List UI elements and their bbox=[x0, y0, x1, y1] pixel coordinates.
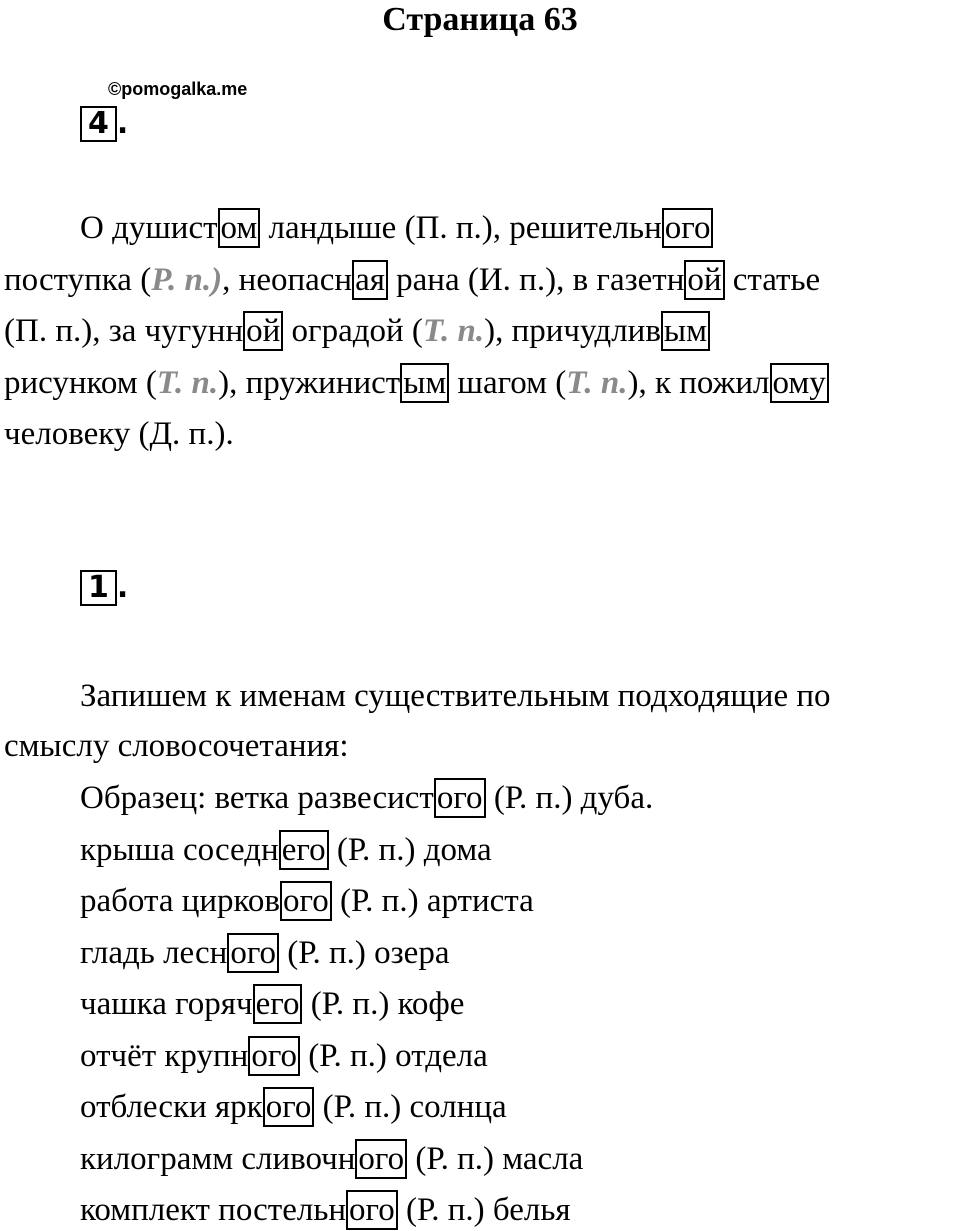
page-title: Страница 63 bbox=[382, 1, 578, 38]
case-label: Т. п. bbox=[422, 313, 485, 349]
task-number-dot: . bbox=[116, 106, 129, 141]
text-segment: гладь лесн bbox=[80, 934, 228, 971]
text-segment: оградой ( bbox=[283, 313, 423, 349]
task-number-box: 4 bbox=[80, 106, 117, 142]
text-segment: отчёт крупн bbox=[80, 1037, 249, 1074]
case-label: Т. п. bbox=[566, 364, 628, 401]
text-segment: , неопасн bbox=[222, 261, 353, 298]
text-segment: (Р. п.) озера bbox=[279, 934, 450, 971]
task-4-line bbox=[4, 260, 820, 300]
text-segment: килограмм сливочн bbox=[80, 1140, 356, 1177]
task-4-line bbox=[4, 311, 710, 351]
text-segment: (Р. п.) артиста bbox=[331, 883, 534, 919]
sample-row bbox=[80, 778, 653, 818]
text-segment: отблески ярк bbox=[80, 1089, 263, 1125]
text-segment: крыша соседн bbox=[80, 831, 279, 868]
task-number-box: 1 bbox=[80, 570, 117, 606]
ending-box: ого bbox=[355, 1139, 407, 1179]
text-segment: (Р. п.) белья bbox=[397, 1192, 571, 1228]
ending-box: ому bbox=[770, 363, 829, 403]
task-4-line bbox=[4, 414, 234, 454]
ending-box: ого bbox=[248, 1036, 300, 1076]
ending-box: ого bbox=[263, 1087, 315, 1127]
ending-box: ой bbox=[243, 311, 283, 351]
phrase-row bbox=[80, 933, 449, 973]
ending-box: его bbox=[253, 984, 303, 1024]
ending-box: ого bbox=[662, 208, 714, 248]
phrase-row bbox=[80, 1139, 583, 1179]
phrase-row bbox=[80, 984, 464, 1024]
text-segment: ), к пожил bbox=[627, 364, 770, 401]
text-segment: чашка горяч bbox=[80, 986, 253, 1022]
ending-box: ого bbox=[434, 778, 486, 818]
watermark: ©pomogalka.me bbox=[108, 79, 248, 99]
text-segment: Образец: ветка развесист bbox=[80, 780, 434, 816]
phrase-row bbox=[80, 1036, 488, 1076]
text-segment: О душист bbox=[80, 210, 218, 246]
text-segment: (Р. п.) масла bbox=[407, 1140, 584, 1177]
text-segment: комплект постельн bbox=[80, 1192, 347, 1228]
text-segment: рисунком ( bbox=[4, 364, 157, 401]
text-segment: ), причудлив bbox=[484, 313, 661, 349]
text-segment: поступка ( bbox=[4, 261, 152, 298]
task-4-line bbox=[4, 363, 829, 403]
phrase-row bbox=[80, 1190, 571, 1230]
task-number-dot: . bbox=[116, 570, 129, 605]
case-label: Т. п. bbox=[156, 364, 219, 401]
case-label: Р. п.) bbox=[151, 261, 223, 298]
text-segment: (Р. п.) отдела bbox=[300, 1037, 488, 1074]
text-segment: статье bbox=[724, 261, 821, 298]
task-1-number bbox=[80, 570, 128, 606]
text-segment: ), пружинист bbox=[218, 364, 401, 401]
ending-box: ым bbox=[661, 311, 710, 351]
text-segment: (Р. п.) дома bbox=[328, 831, 492, 868]
ending-box: ого bbox=[227, 933, 279, 973]
task-4-number bbox=[80, 106, 128, 142]
text-segment: (Р. п.) кофе bbox=[302, 986, 465, 1022]
text-segment: работа цирков bbox=[80, 883, 280, 919]
task-1-intro-line-1: Запишем к именам существительным подходящие по bbox=[80, 678, 831, 714]
task-4-line bbox=[80, 208, 713, 248]
text-segment: шагом ( bbox=[449, 364, 567, 401]
ending-box: ым bbox=[400, 363, 449, 403]
text-segment: (Р. п.) солнца bbox=[314, 1089, 507, 1125]
ending-box: ая bbox=[352, 260, 388, 300]
ending-box: ого bbox=[346, 1190, 398, 1230]
task-1-intro-line-2: смыслу словосочетания: bbox=[4, 728, 349, 764]
text-segment: (П. п.), за чугунн bbox=[4, 313, 244, 349]
ending-box: ого bbox=[280, 881, 332, 921]
phrase-row bbox=[80, 881, 534, 921]
ending-box: ом bbox=[218, 208, 261, 248]
ending-box: ой bbox=[684, 260, 724, 300]
ending-box: его bbox=[279, 830, 329, 870]
text-segment: человеку (Д. п.). bbox=[4, 416, 234, 452]
text-segment: рана (И. п.), в газетн bbox=[387, 261, 685, 298]
text-segment: (Р. п.) дуба. bbox=[485, 780, 654, 816]
phrase-row bbox=[80, 1087, 507, 1127]
phrase-row bbox=[80, 830, 492, 870]
text-segment: ландыше (П. п.), решительн bbox=[260, 210, 662, 246]
